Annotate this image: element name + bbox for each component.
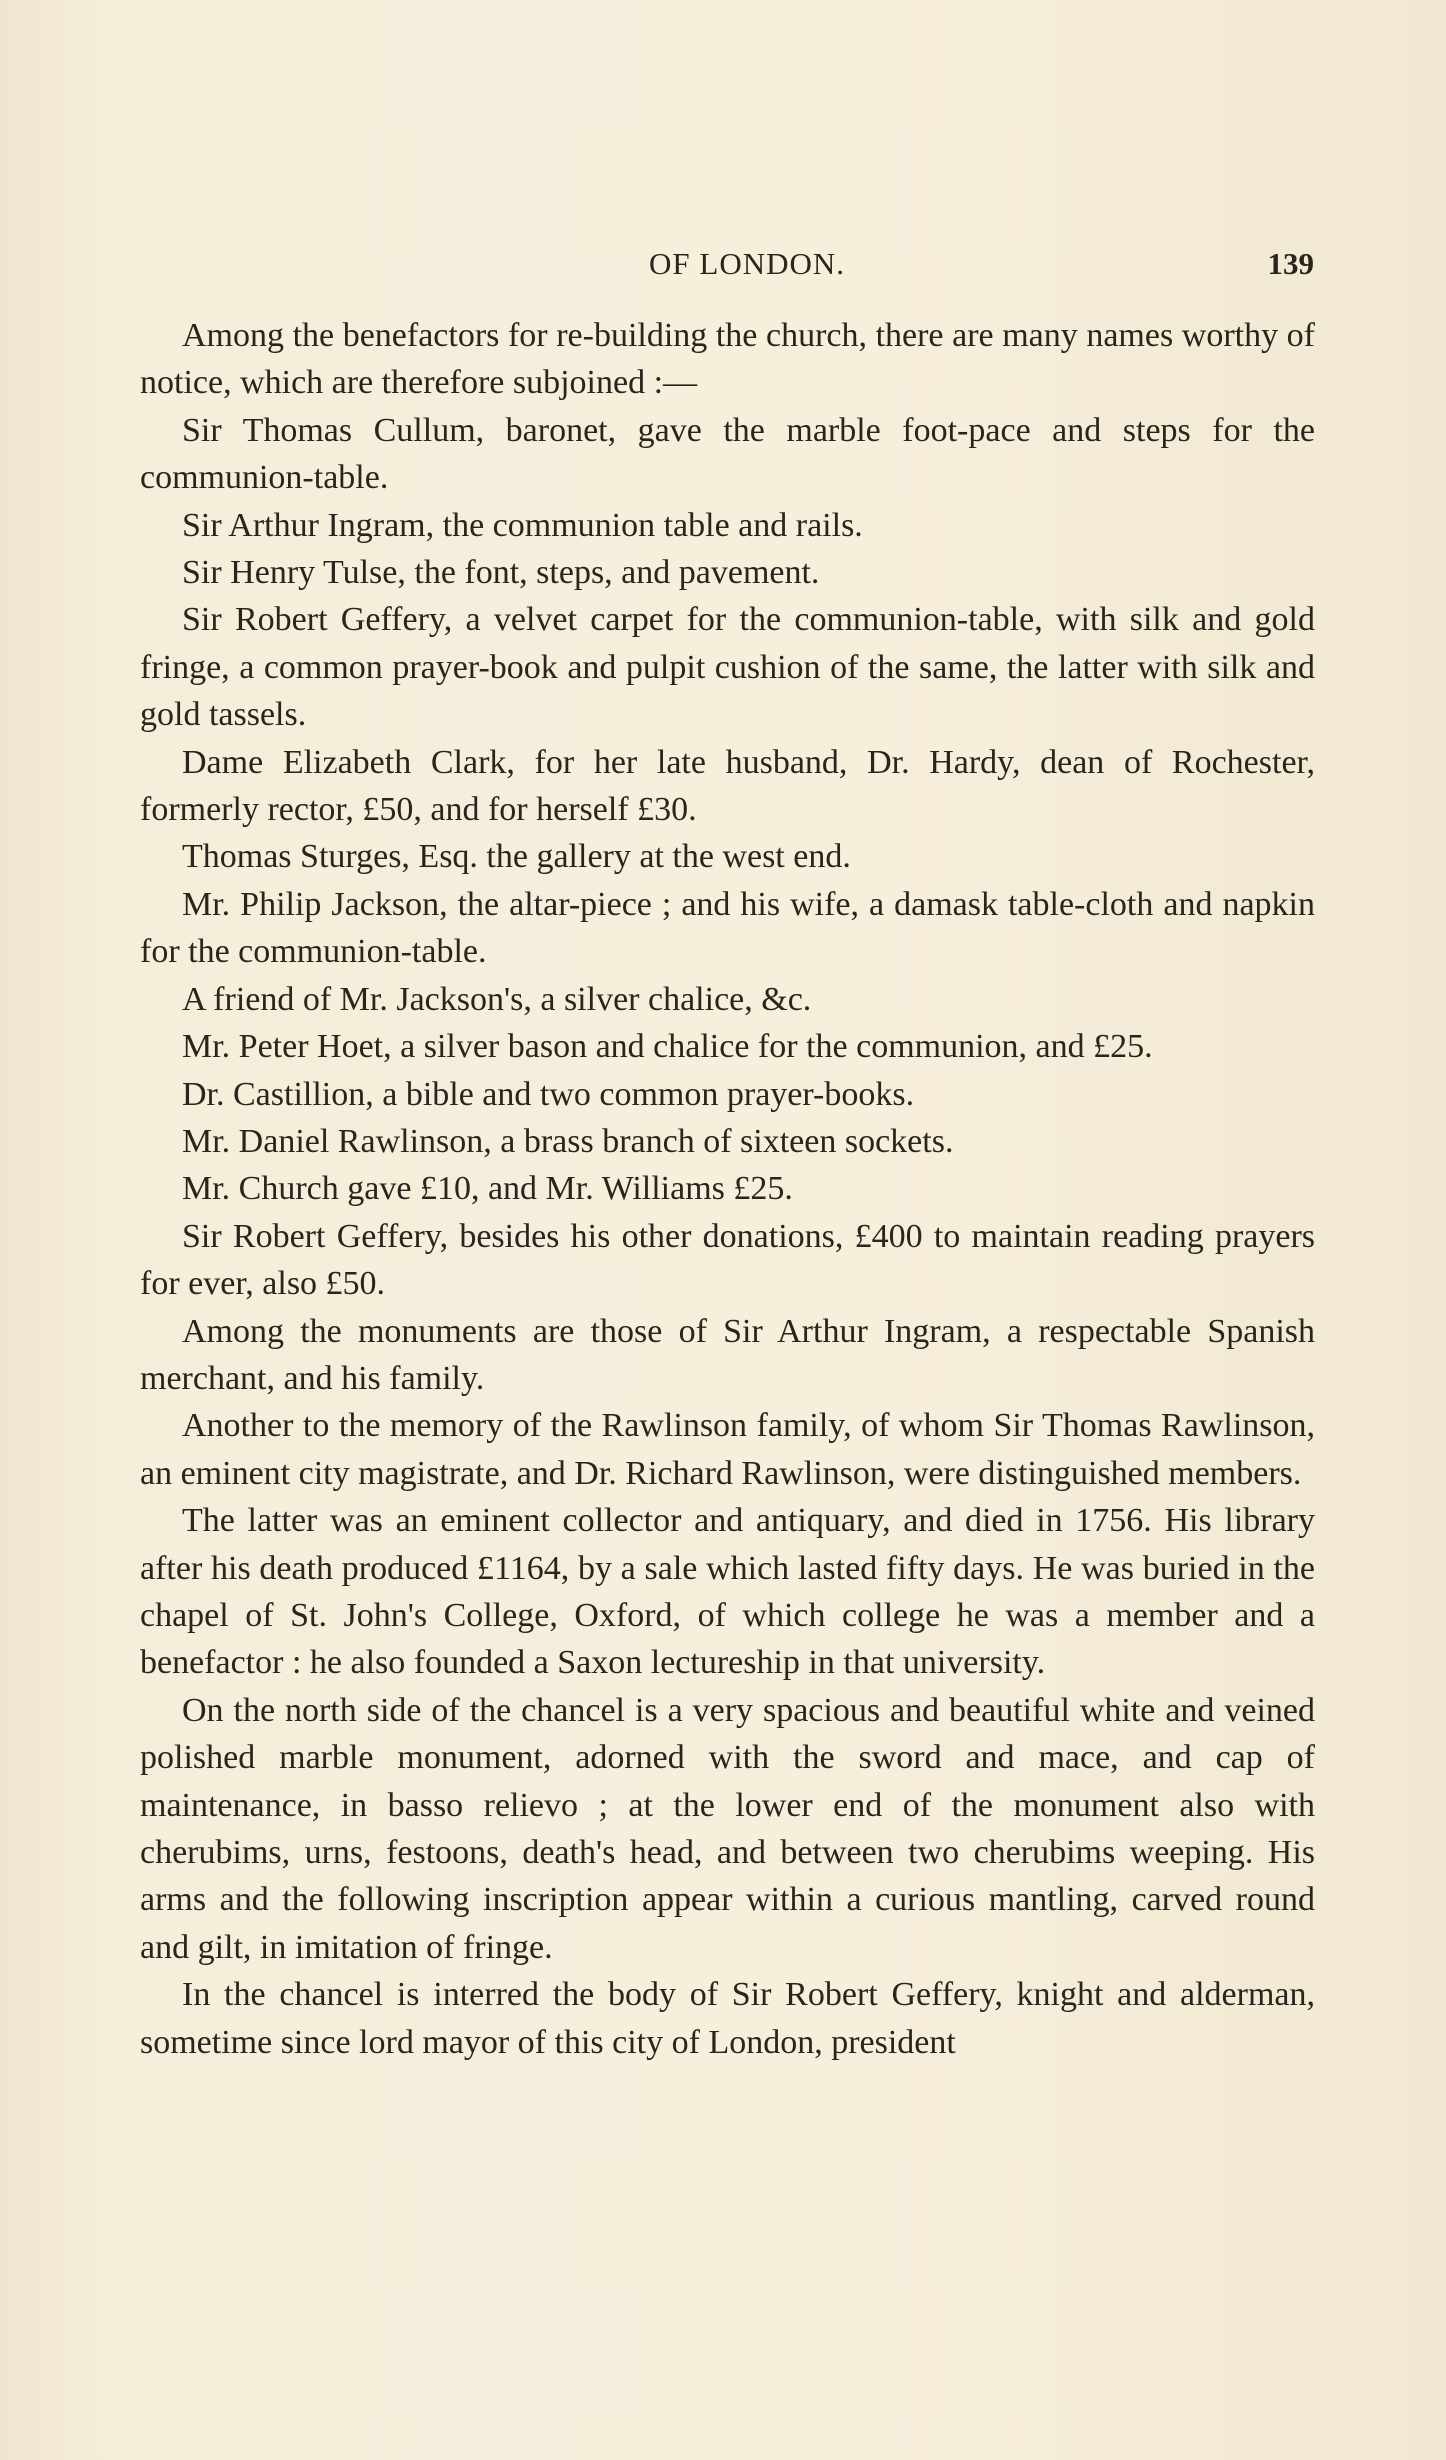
paragraph: Sir Henry Tulse, the font, steps, and pavement. bbox=[182, 554, 820, 592]
paragraph: Sir Robert Geffery, besides his other donations, £400 to maintain reading prayers for ever, also £50. bbox=[140, 1217, 1315, 1303]
paragraph: Sir Robert Geffery, a velvet carpet for the communion-table, with silk and gold fringe, a common prayer-book and pulpit cushion of the same, the latter with silk and gold tassels. bbox=[140, 601, 1315, 734]
running-head: OF LONDON. bbox=[649, 246, 845, 281]
paragraph: On the north side of the chancel is a very spacious and beautiful white and veined polished marble monument, adorned with the sword and mace, and cap of maintenance, in basso relievo ; at the lower end of the monument also with cherubims, urns, festoons, death's head, and between two cherubims weeping. His arms and the following inscription appear within a curious mantling, carved round and gilt, in imitation of fringe. bbox=[140, 1691, 1315, 1966]
paragraph: A friend of Mr. Jackson's, a silver chalice, &c. bbox=[182, 980, 812, 1018]
paragraph: In the chancel is interred the body of Sir Robert Geffery, knight and alderman, sometime since lord mayor of this city of London, president bbox=[140, 1976, 1315, 2061]
paragraph: Mr. Peter Hoet, a silver bason and chalice for the communion, and £25. bbox=[182, 1028, 1153, 1066]
paragraph: Mr. Church gave £10, and Mr. Williams £25. bbox=[182, 1170, 793, 1208]
paragraph: Mr. Daniel Rawlinson, a brass branch of sixteen sockets. bbox=[182, 1122, 954, 1160]
paragraph: Among the benefactors for re-building the church, there are many names worthy of notice, which are therefore subjoined :— bbox=[140, 317, 1315, 402]
paragraph: Among the monuments are those of Sir Arthur Ingram, a respectable Spanish merchant, and his family. bbox=[140, 1312, 1315, 1397]
body-text bbox=[140, 312, 1315, 2066]
paragraph: Sir Thomas Cullum, baronet, gave the marble foot-pace and steps for the communion-table. bbox=[140, 411, 1315, 497]
paragraph: Thomas Sturges, Esq. the gallery at the west end. bbox=[182, 838, 851, 876]
paragraph: Mr. Philip Jackson, the altar-piece ; and his wife, a damask table-cloth and napkin for the communion-table. bbox=[140, 885, 1315, 971]
page-number: 139 bbox=[1267, 246, 1314, 281]
paragraph: Dr. Castillion, a bible and two common prayer-books. bbox=[182, 1075, 915, 1113]
paragraph: Another to the memory of the Rawlinson family, of whom Sir Thomas Rawlinson, an eminent city magistrate, and Dr. Richard Rawlinson, were distinguished members. bbox=[140, 1407, 1315, 1492]
paragraph: Sir Arthur Ingram, the communion table and rails. bbox=[182, 506, 863, 544]
paragraph: The latter was an eminent collector and antiquary, and died in 1756. His library after his death produced £1164, by a sale which lasted fifty days. He was buried in the chapel of St. John's College, Oxford, of which college he was a member and a benefactor : he also founded a Saxon lectureship in that university. bbox=[140, 1502, 1315, 1682]
paragraph: Dame Elizabeth Clark, for her late husband, Dr. Hardy, dean of Rochester, formerly rector, £50, and for herself £30. bbox=[140, 743, 1315, 829]
page-header bbox=[180, 246, 1314, 292]
